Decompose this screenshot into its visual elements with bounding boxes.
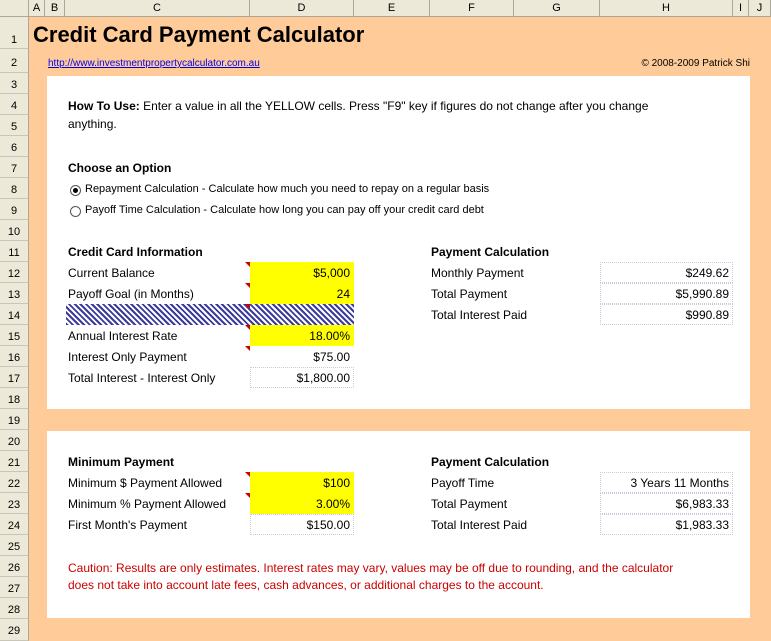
row-header-25[interactable]: 25 bbox=[0, 535, 29, 556]
row-header-8[interactable]: 8 bbox=[0, 178, 29, 199]
min-percent-label: Minimum % Payment Allowed bbox=[68, 497, 227, 511]
comment-indicator[interactable] bbox=[245, 283, 250, 288]
monthly-payment-label: Monthly Payment bbox=[431, 266, 524, 280]
column-header-g[interactable]: G bbox=[514, 0, 600, 17]
hidden-row-cell bbox=[66, 304, 354, 325]
row-header-1[interactable]: 1 bbox=[0, 17, 29, 49]
how-to-use-instructions: Enter a value in all the YELLOW cells. Press "F9" key if figures do not change after you change bbox=[143, 99, 649, 113]
total-payment-2-value: $6,983.33 bbox=[600, 493, 733, 514]
column-header-e[interactable]: E bbox=[354, 0, 430, 17]
total-interest-only-label: Total Interest - Interest Only bbox=[68, 371, 216, 385]
row-header-13[interactable]: 13 bbox=[0, 283, 29, 304]
select-all-corner[interactable] bbox=[0, 0, 29, 17]
total-interest-only-value: $1,800.00 bbox=[250, 367, 354, 388]
column-header-j[interactable]: J bbox=[749, 0, 771, 17]
row-header-18[interactable]: 18 bbox=[0, 388, 29, 409]
first-month-label: First Month's Payment bbox=[68, 518, 187, 532]
comment-indicator[interactable] bbox=[245, 493, 250, 498]
row-header-12[interactable]: 12 bbox=[0, 262, 29, 283]
total-interest-paid-value: $990.89 bbox=[600, 304, 733, 325]
payment-calculation-2-heading: Payment Calculation bbox=[431, 455, 550, 469]
payment-calculation-heading: Payment Calculation bbox=[431, 245, 550, 259]
how-to-use-instructions-cont: anything. bbox=[68, 117, 117, 131]
row-header-16[interactable]: 16 bbox=[0, 346, 29, 367]
minimum-payment-heading: Minimum Payment bbox=[68, 455, 175, 469]
row-header-15[interactable]: 15 bbox=[0, 325, 29, 346]
how-to-use-text bbox=[68, 99, 648, 113]
payoff-time-label: Payoff Time bbox=[431, 476, 495, 490]
row-header-14[interactable]: 14 bbox=[0, 304, 29, 325]
row-header-28[interactable]: 28 bbox=[0, 598, 29, 619]
caution-text-cont: does not take into account late fees, cash advances, or additional charges to the account. bbox=[68, 578, 544, 592]
repayment-radio[interactable] bbox=[70, 185, 81, 196]
monthly-payment-value: $249.62 bbox=[600, 262, 733, 283]
choose-option-heading: Choose an Option bbox=[68, 161, 172, 175]
comment-indicator[interactable] bbox=[245, 262, 250, 267]
comment-indicator[interactable] bbox=[245, 472, 250, 477]
total-interest-paid-label: Total Interest Paid bbox=[431, 308, 528, 322]
row-header-10[interactable]: 10 bbox=[0, 220, 29, 241]
annual-rate-input[interactable]: 18.00% bbox=[250, 325, 354, 346]
column-header-a[interactable]: A bbox=[29, 0, 45, 17]
total-payment-2-label: Total Payment bbox=[431, 497, 508, 511]
total-payment-label: Total Payment bbox=[431, 287, 508, 301]
comment-indicator[interactable] bbox=[245, 346, 250, 351]
current-balance-input[interactable]: $5,000 bbox=[250, 262, 354, 283]
row-header-7[interactable]: 7 bbox=[0, 157, 29, 178]
repayment-option-label[interactable]: Repayment Calculation - Calculate how much you need to repay on a regular basis bbox=[85, 183, 490, 195]
row-header-27[interactable]: 27 bbox=[0, 577, 29, 598]
row-header-20[interactable]: 20 bbox=[0, 430, 29, 451]
comment-indicator[interactable] bbox=[245, 304, 250, 309]
row-header-3[interactable]: 3 bbox=[0, 73, 29, 94]
current-balance-label: Current Balance bbox=[68, 266, 155, 280]
comment-indicator[interactable] bbox=[245, 325, 250, 330]
min-percent-input[interactable]: 3.00% bbox=[250, 493, 354, 514]
total-payment-value: $5,990.89 bbox=[600, 283, 733, 304]
row-header-23[interactable]: 23 bbox=[0, 493, 29, 514]
min-dollar-input[interactable]: $100 bbox=[250, 472, 354, 493]
column-header-i[interactable]: I bbox=[733, 0, 749, 17]
payoff-time-option-label[interactable]: Payoff Time Calculation - Calculate how long you can pay off your credit card debt bbox=[85, 204, 484, 216]
interest-only-value: $75.00 bbox=[313, 350, 350, 364]
first-month-value: $150.00 bbox=[250, 514, 354, 535]
column-header-f[interactable]: F bbox=[430, 0, 514, 17]
caution-text: Caution: Results are only estimates. Interest rates may vary, values may be off due to rounding, and the calculator bbox=[68, 561, 674, 575]
row-header-4[interactable]: 4 bbox=[0, 94, 29, 115]
row-header-24[interactable]: 24 bbox=[0, 514, 29, 535]
payoff-time-value: 3 Years 11 Months bbox=[600, 472, 733, 493]
page-title: Credit Card Payment Calculator bbox=[33, 22, 365, 47]
row-header-21[interactable]: 21 bbox=[0, 451, 29, 472]
website-link[interactable]: http://www.investmentpropertycalculator.com.au bbox=[48, 58, 260, 69]
column-header-h[interactable]: H bbox=[600, 0, 733, 17]
row-header-6[interactable]: 6 bbox=[0, 136, 29, 157]
column-header-b[interactable]: B bbox=[45, 0, 65, 17]
row-header-26[interactable]: 26 bbox=[0, 556, 29, 577]
row-header-5[interactable]: 5 bbox=[0, 115, 29, 136]
total-interest-paid-2-label: Total Interest Paid bbox=[431, 518, 528, 532]
row-header-22[interactable]: 22 bbox=[0, 472, 29, 493]
interest-only-label: Interest Only Payment bbox=[68, 350, 187, 364]
row-header-17[interactable]: 17 bbox=[0, 367, 29, 388]
how-to-use-label: How To Use: bbox=[68, 99, 140, 113]
row-header-19[interactable]: 19 bbox=[0, 409, 29, 430]
payoff-goal-label: Payoff Goal (in Months) bbox=[68, 287, 194, 301]
min-dollar-label: Minimum $ Payment Allowed bbox=[68, 476, 223, 490]
column-header-d[interactable]: D bbox=[250, 0, 354, 17]
annual-rate-label: Annual Interest Rate bbox=[68, 329, 178, 343]
row-header-9[interactable]: 9 bbox=[0, 199, 29, 220]
copyright-text: © 2008-2009 Patrick Shi bbox=[641, 58, 750, 69]
row-header-29[interactable]: 29 bbox=[0, 619, 29, 641]
column-header-c[interactable]: C bbox=[65, 0, 250, 17]
credit-card-info-heading: Credit Card Information bbox=[68, 245, 203, 259]
payoff-goal-input[interactable]: 24 bbox=[250, 283, 354, 304]
row-header-2[interactable]: 2 bbox=[0, 49, 29, 73]
payoff-time-radio[interactable] bbox=[70, 206, 81, 217]
row-header-11[interactable]: 11 bbox=[0, 241, 29, 262]
total-interest-paid-2-value: $1,983.33 bbox=[600, 514, 733, 535]
